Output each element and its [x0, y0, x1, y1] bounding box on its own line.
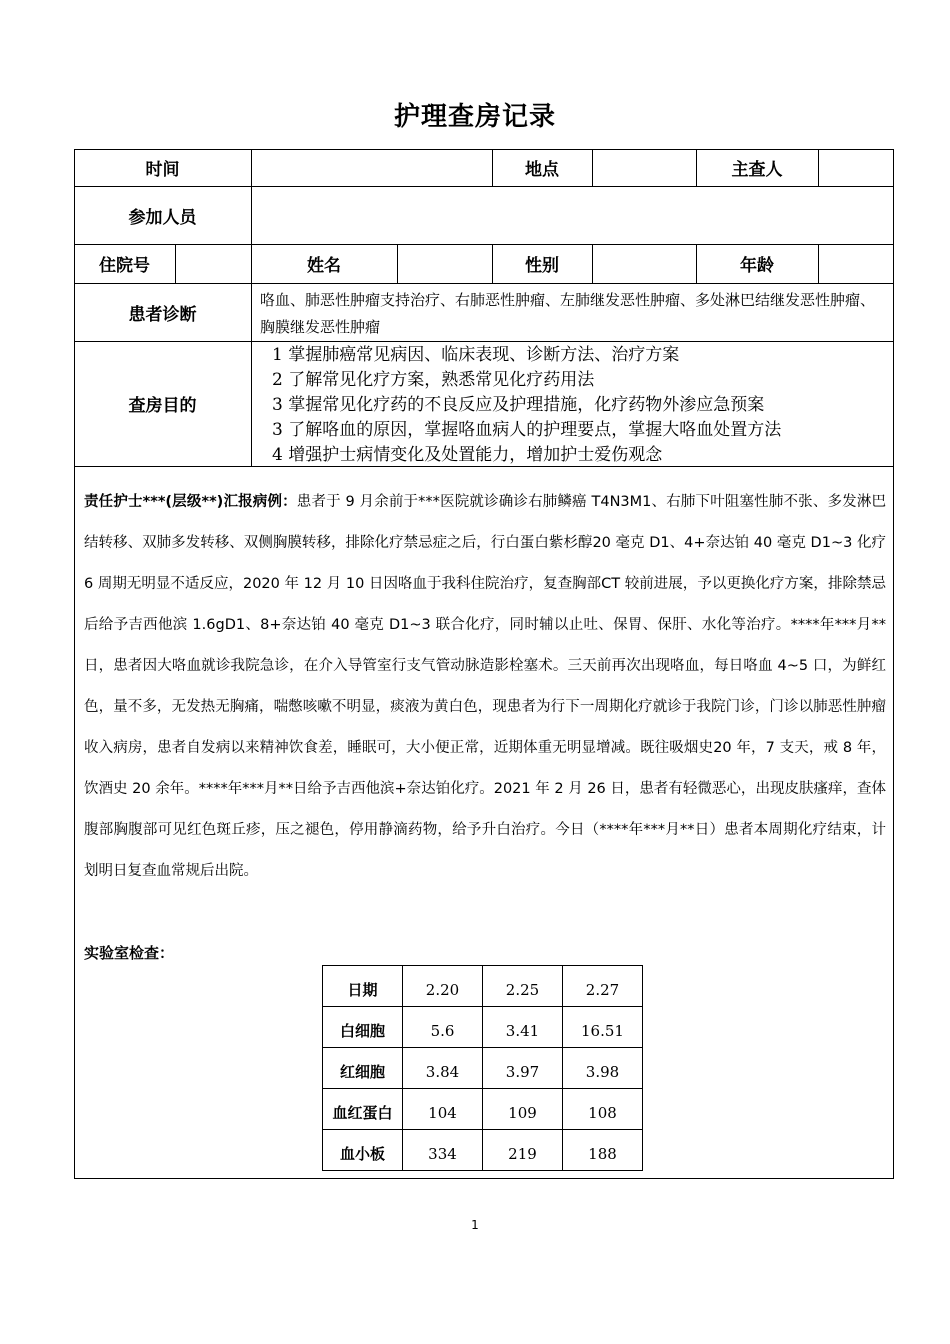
report-body: 患者于 9 月余前于***医院就诊确诊右肺鳞癌 T4N3M1、右肺下叶阻塞性肺不张、多发淋巴结转移、双肺多发转移、双侧胸膜转移，排除化疗禁忌症之后，行白蛋白紫杉醇20 毫克 D1、4+奈达铂 40 毫克 D1~3 化疗 6 周期无明显不适反应，2020 年 12 月 10 日因咯血于我科住院治疗，复查胸部CT 较前进展，予以更换化疗方案，排除禁忌后给予吉西他滨 1.6gD1、8+奈达铂 40 毫克 D1~3 联合化疗，同时辅以止吐、保胃、保肝、水化等治疗。****年***月**日，患者因大咯血就诊我院急诊，在介入导管室行支气管动脉造影栓塞术。三天前再次出现咯血，每日咯血 4~5 口，为鲜红色，量不多，无发热无胸痛，喘憋咳嗽不明显，痰液为黄白色，现患者为行下一周期化疗就诊于我院门诊，门诊以肺恶性肿瘤收入病房，患者自发病以来精神饮食差，睡眠可，大小便正常，近期体重无明显增减。既往吸烟史20 年，7 支天，戒 8 年，饮酒史 20 余年。****年***月**日给予吉西他滨+奈达铂化疗。2021 年 2 月 26 日，患者有轻微恶心，出现皮肤瘙痒，查体腹部胸腹部可见红色斑丘疹，压之褪色，停用静滴药物，给予升白治疗。今日（****年***月**日）患者本周期化疗结束，计划明日复查血常规后出院。 — [84, 494, 886, 879]
name-value[interactable] — [397, 244, 492, 283]
purpose-label: 查房目的 — [128, 396, 197, 416]
purpose-item: 3 掌握常见化疗药的不良反应及护理措施，化疗药物外渗应急预案 — [272, 395, 765, 415]
lab-cell: 3.97 — [483, 1048, 563, 1089]
lab-cell: 日期 — [323, 966, 403, 1007]
purpose-item: 2 了解常见化疗方案，熟悉常见化疗药用法 — [272, 370, 595, 390]
report-lead: 责任护士***(层级**)汇报病例： — [84, 494, 297, 510]
table-border-right — [893, 149, 894, 1179]
table-row — [323, 1048, 643, 1089]
lab-table — [322, 965, 643, 1171]
participants-label: 参加人员 — [128, 207, 197, 228]
lab-cell: 104 — [403, 1089, 483, 1130]
purpose-item: 3 了解咯血的原因，掌握咯血病人的护理要点，掌握大咯血处置方法 — [272, 420, 782, 440]
lab-cell: 3.84 — [403, 1048, 483, 1089]
table-row — [323, 966, 643, 1007]
place-value[interactable] — [592, 149, 696, 186]
host-value[interactable] — [818, 149, 893, 186]
lab-cell: 2.27 — [563, 966, 643, 1007]
lab-cell: 红细胞 — [323, 1048, 403, 1089]
lab-cell: 188 — [563, 1130, 643, 1171]
lab-cell: 血红蛋白 — [323, 1089, 403, 1130]
diagnosis-label: 患者诊断 — [128, 304, 197, 325]
page-number: 1 — [471, 1218, 479, 1232]
age-label: 年龄 — [740, 256, 774, 276]
name-label: 姓名 — [307, 256, 341, 276]
lab-cell: 108 — [563, 1089, 643, 1130]
purpose-item: 1 掌握肺癌常见病因、临床表现、诊断方法、治疗方案 — [272, 345, 680, 365]
admission-value[interactable] — [175, 244, 251, 283]
case-report — [84, 482, 886, 892]
place-label: 地点 — [525, 160, 559, 180]
purpose-item: 4 增强护士病情变化及处置能力，增加护士爱伤观念 — [272, 445, 663, 465]
diagnosis-text: 咯血、肺恶性肿瘤支持治疗、右肺恶性肿瘤、左肺继发恶性肿瘤、多处淋巴结继发恶性肿瘤、胸膜继发恶性肿瘤 — [260, 291, 876, 336]
lab-cell: 219 — [483, 1130, 563, 1171]
lab-cell: 3.41 — [483, 1007, 563, 1048]
host-label: 主查人 — [731, 160, 783, 180]
table-row — [323, 1089, 643, 1130]
table-row — [323, 1130, 643, 1171]
admission-label: 住院号 — [99, 256, 150, 276]
lab-cell: 白细胞 — [323, 1007, 403, 1048]
lab-cell: 16.51 — [563, 1007, 643, 1048]
table-row — [323, 1007, 643, 1048]
gender-value[interactable] — [592, 244, 696, 283]
gender-label: 性别 — [525, 256, 559, 276]
age-value[interactable] — [818, 244, 893, 283]
lab-cell: 2.20 — [403, 966, 483, 1007]
time-label: 时间 — [145, 160, 180, 180]
time-value[interactable] — [251, 149, 492, 186]
lab-title: 实验室检查： — [84, 944, 175, 962]
lab-cell: 血小板 — [323, 1130, 403, 1171]
document-title: 护理查房记录 — [393, 102, 556, 132]
table-border-bottom — [74, 1178, 894, 1179]
lab-cell: 109 — [483, 1089, 563, 1130]
lab-cell: 2.25 — [483, 966, 563, 1007]
lab-cell: 3.98 — [563, 1048, 643, 1089]
purpose-list — [272, 343, 882, 468]
lab-cell: 5.6 — [403, 1007, 483, 1048]
participants-value[interactable] — [251, 186, 893, 244]
lab-cell: 334 — [403, 1130, 483, 1171]
